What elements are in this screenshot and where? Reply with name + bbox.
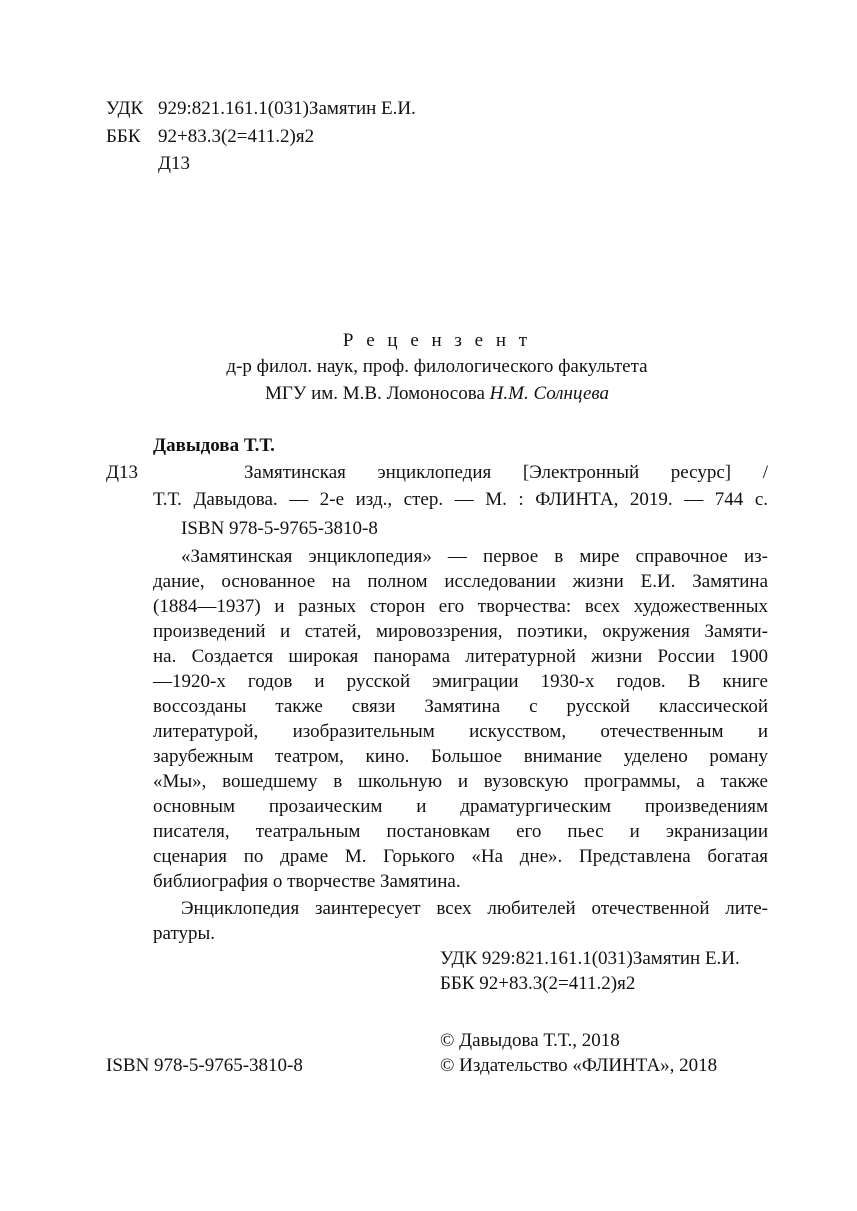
classification-bbk: ББК 92+83.3(2=411.2)я2 xyxy=(440,973,636,994)
annotation-para2-line-1: Энциклопедия заинтересует всех любителей отечественной лите- xyxy=(181,898,768,919)
record-isbn: ISBN 978-5-9765-3810-8 xyxy=(181,518,378,539)
record-title-line-2: Т.Т. Давыдова. — 2-е изд., стер. — М. : ФЛИНТА, 2019. — 744 с. xyxy=(153,489,768,510)
annotation-line-6: —1920-х годов и русской эмиграции 1930-х годов. В книге xyxy=(153,671,768,692)
reviewer-affiliation: МГУ им. М.В. Ломоносова xyxy=(264,383,490,404)
annotation-line-5: на. Создается широкая панорама литературной жизни России 1900 xyxy=(153,646,768,667)
copyright-publisher: © Издательство «ФЛИНТА», 2018 xyxy=(440,1055,718,1076)
annotation-line-4: произведений и статей, мировоззрения, поэтики, окружения Замяти- xyxy=(153,621,768,642)
annotation-line-12: писателя, театральным постановкам его пьес и экранизации xyxy=(153,821,768,842)
annotation-line-14: библиография о творчестве Замятина. xyxy=(153,871,461,892)
record-title-line-1: Замятинская энциклопедия [Электронный ресурс] / xyxy=(244,462,768,483)
annotation-line-1: «Замятинская энциклопедия» — первое в мире справочное из- xyxy=(181,546,768,567)
reviewer-heading: Р е ц е н з е н т xyxy=(342,330,532,351)
annotation-line-7: воссозданы также связи Замятина с русской классической xyxy=(153,696,768,717)
header-author-sign: Д13 xyxy=(158,153,190,174)
header-bbk-code: 92+83.3(2=411.2)я2 xyxy=(158,126,315,147)
annotation-line-11: основным прозаическим и драматургическим произведениям xyxy=(153,796,768,817)
reviewer-line1: д-р филол. наук, проф. филологического факультета xyxy=(226,356,648,377)
annotation-line-8: литературой, изобразительным искусством, отечественным и xyxy=(153,721,768,742)
header-udk-label: УДК xyxy=(106,98,144,119)
record-author: Давыдова Т.Т. xyxy=(153,435,275,456)
reviewer-line2 xyxy=(0,381,857,406)
record-sign: Д13 xyxy=(106,462,138,483)
footer-isbn: ISBN 978-5-9765-3810-8 xyxy=(106,1055,303,1076)
header-udk-code: 929:821.161.1(031)Замятин Е.И. xyxy=(158,98,416,119)
annotation-line-2: дание, основанное на полном исследовании жизни Е.И. Замятина xyxy=(153,571,768,592)
annotation-para2-line-2: ратуры. xyxy=(153,923,216,944)
annotation-line-13: сценария по драме М. Горького «На дне». Представлена богатая xyxy=(153,846,768,867)
annotation-line-3: (1884—1937) и разных сторон его творчества: всех художественных xyxy=(153,596,768,617)
annotation-line-9: зарубежным театром, кино. Большое внимание уделено роману xyxy=(153,746,768,767)
reviewer-name: Н.М. Солнцева xyxy=(489,383,610,404)
annotation-line-10: «Мы», вошедшему в школьную и вузовскую программы, а также xyxy=(153,771,768,792)
copyright-author: © Давыдова Т.Т., 2018 xyxy=(440,1030,620,1051)
header-bbk-label: ББК xyxy=(106,126,141,147)
classification-udk: УДК 929:821.161.1(031)Замятин Е.И. xyxy=(440,948,740,969)
